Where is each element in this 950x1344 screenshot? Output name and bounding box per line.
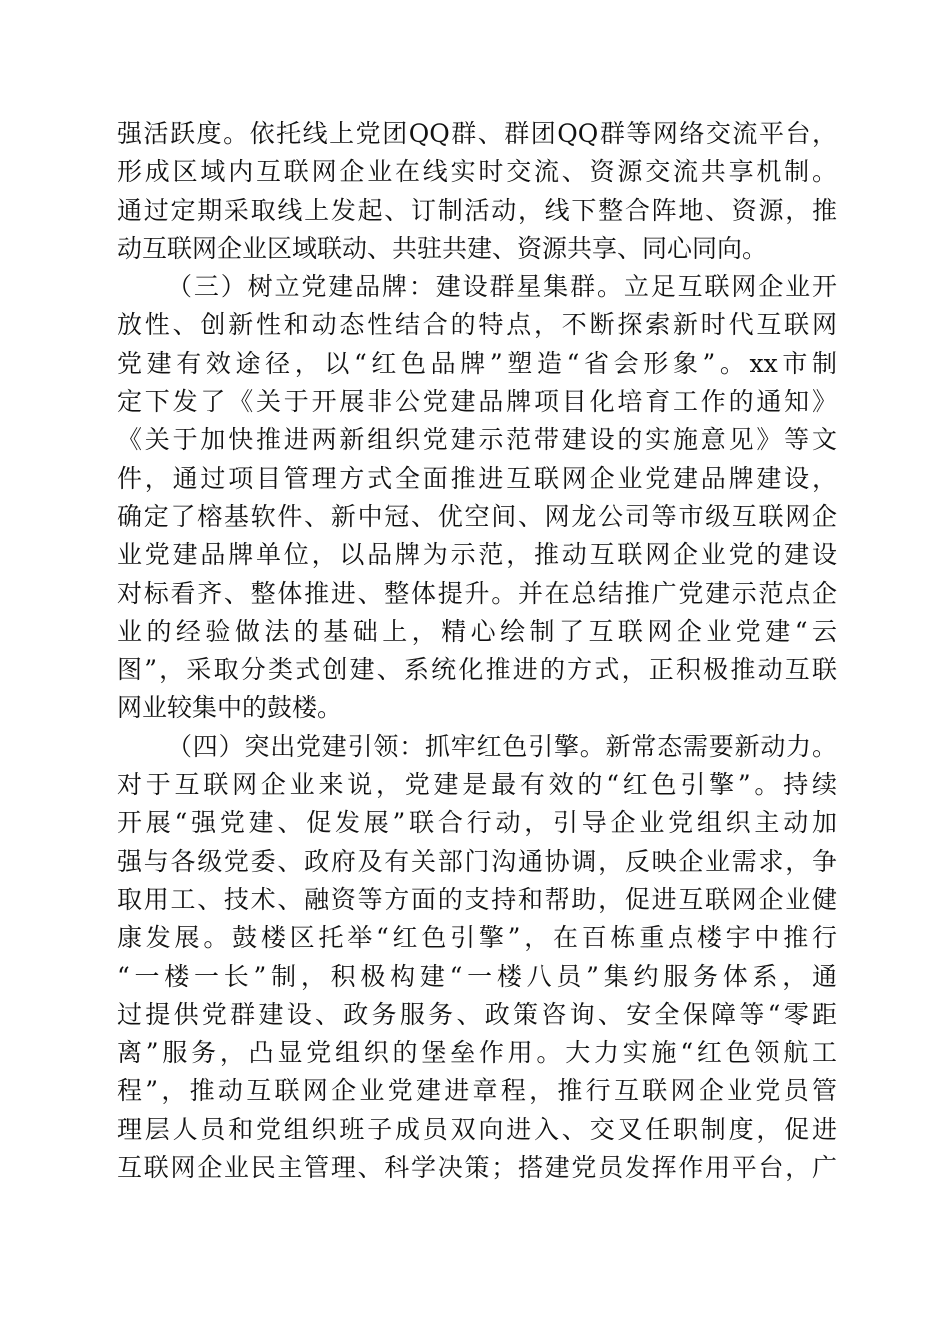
- text-line: 对标看齐、整体推进、整体提升。并在总结推广党建示范点企: [117, 578, 837, 608]
- text-line: 对于互联网企业来说，党建是最有效的“红色引擎”。持续: [117, 770, 837, 800]
- text-line: 件，通过项目管理方式全面推进互联网企业党建品牌建设，: [117, 463, 837, 493]
- text-line: 开展“强党建、促发展”联合行动，引导企业党组织主动加: [117, 808, 837, 838]
- paragraph-section-3: [117, 268, 837, 728]
- text-line: 定下发了《关于开展非公党建品牌项目化培育工作的通知》: [117, 387, 837, 417]
- paragraph-continuation: [117, 115, 837, 268]
- text-line: 党建有效途径，以“红色品牌”塑造“省会形象”。xx市制: [117, 348, 837, 378]
- text-line: 离”服务，凸显党组织的堡垒作用。大力实施“红色领航工: [117, 1038, 837, 1068]
- text-line: 康发展。鼓楼区托举“红色引擎”，在百栋重点楼宇中推行: [117, 923, 837, 953]
- paragraph-section-4: [117, 728, 837, 1188]
- text-line: 程”，推动互联网企业党建进章程，推行互联网企业党员管: [117, 1076, 837, 1106]
- text-line: 形成区域内互联网企业在线实时交流、资源交流共享机制。: [117, 157, 837, 187]
- text-line: 通过定期采取线上发起、订制活动，线下整合阵地、资源，推: [117, 195, 837, 225]
- text-line: 强活跃度。依托线上党团QQ群、群团QQ群等网络交流平台，: [117, 119, 837, 148]
- text-line: 取用工、技术、融资等方面的支持和帮助，促进互联网企业健: [117, 884, 837, 914]
- text-line: 《关于加快推进两新组织党建示范带建设的实施意见》等文: [117, 425, 837, 455]
- text-line: 网业较集中的鼓楼。: [117, 693, 343, 723]
- text-line: 互联网企业民主管理、科学决策；搭建党员发挥作用平台，广: [117, 1153, 837, 1183]
- text-line: 强与各级党委、政府及有关部门沟通协调，反映企业需求，争: [117, 846, 837, 876]
- text-line: 放性、创新性和动态性结合的特点，不断探索新时代互联网: [117, 310, 837, 340]
- text-line: 业党建品牌单位，以品牌为示范，推动互联网企业党的建设: [117, 540, 837, 570]
- text-line: 过提供党群建设、政务服务、政策咨询、安全保障等“零距: [117, 999, 837, 1029]
- text-line: 业的经验做法的基础上，精心绘制了互联网企业党建“云: [117, 616, 837, 646]
- text-line: 确定了榕基软件、新中冠、优空间、网龙公司等市级互联网企: [117, 501, 837, 531]
- text-line: 理层人员和党组织班子成员双向进入、交叉任职制度，促进: [117, 1114, 837, 1144]
- text-line: “一楼一长”制，积极构建“一楼八员”集约服务体系，通: [117, 961, 837, 991]
- document-body: [117, 115, 837, 1187]
- text-line: 动互联网企业区域联动、共驻共建、资源共享、同心同向。: [117, 233, 768, 263]
- section-heading-line: （三）树立党建品牌：建设群星集群。立足互联网企业开: [167, 272, 837, 302]
- section-heading-line: （四）突出党建引领：抓牢红色引擎。新常态需要新动力。: [167, 731, 837, 761]
- text-line: 图”，采取分类式创建、系统化推进的方式，正积极推动互联: [117, 655, 837, 685]
